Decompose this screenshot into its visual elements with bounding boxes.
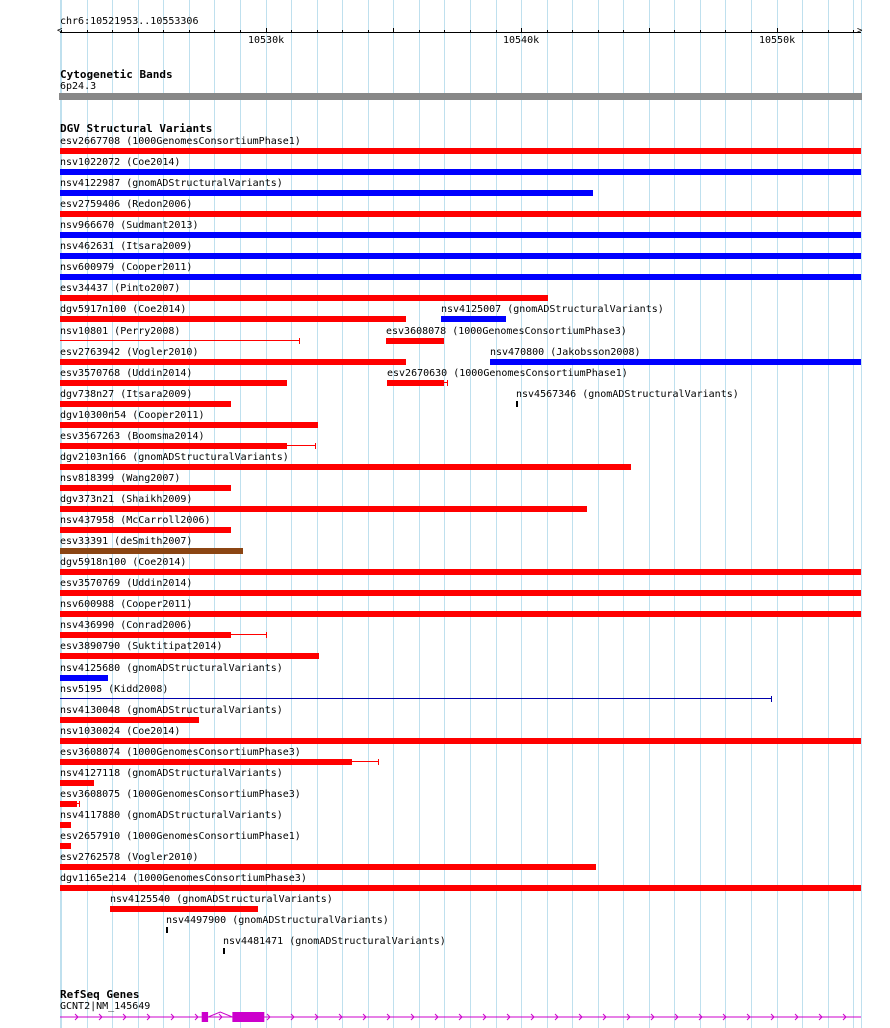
feature-label[interactable]: esv3570769 (Uddin2014)	[60, 578, 193, 589]
feature-label[interactable]: nsv818399 (Wang2007)	[60, 473, 181, 484]
feature-label[interactable]: nsv4122987 (gnomADStructuralVariants)	[60, 178, 283, 189]
feature-label[interactable]: esv2657910 (1000GenomesConsortiumPhase1)	[60, 831, 301, 842]
feature-label[interactable]: nsv10801 (Perry2008)	[60, 326, 181, 337]
gene-exon[interactable]	[232, 1012, 264, 1022]
feature-label[interactable]: nsv4125540 (gnomADStructuralVariants)	[110, 894, 333, 905]
feature-label[interactable]: esv2759406 (Redon2006)	[60, 199, 193, 210]
feature-label[interactable]: nsv600988 (Cooper2011)	[60, 599, 193, 610]
feature-label[interactable]: esv3608074 (1000GenomesConsortiumPhase3)	[60, 747, 301, 758]
feature-label[interactable]: nsv437958 (McCarroll2006)	[60, 515, 211, 526]
feature-label[interactable]: nsv5195 (Kidd2008)	[60, 684, 169, 695]
feature-label[interactable]: esv3608075 (1000GenomesConsortiumPhase3)	[60, 789, 301, 800]
ruler-tick-label: 10540k	[503, 35, 540, 46]
feature-label[interactable]: nsv4125007 (gnomADStructuralVariants)	[441, 304, 664, 315]
location-label[interactable]: chr6:10521953..10553306	[60, 16, 199, 27]
feature-label[interactable]: esv2762578 (Vogler2010)	[60, 852, 199, 863]
feature-label[interactable]: esv2763942 (Vogler2010)	[60, 347, 199, 358]
feature-label[interactable]: nsv4567346 (gnomADStructuralVariants)	[516, 389, 739, 400]
ruler-tick-label: 10530k	[248, 35, 285, 46]
feature-label[interactable]: dgv5918n100 (Coe2014)	[60, 557, 187, 568]
feature-label[interactable]: dgv5917n100 (Coe2014)	[60, 304, 187, 315]
gene-label[interactable]: GCNT2|NM_145649	[60, 1001, 151, 1012]
feature-label[interactable]: esv3570768 (Uddin2014)	[60, 368, 193, 379]
feature-label[interactable]: esv34437 (Pinto2007)	[60, 283, 181, 294]
ruler-tick-label: 10550k	[759, 35, 796, 46]
feature-label[interactable]: nsv1022072 (Coe2014)	[60, 157, 181, 168]
feature-label[interactable]: nsv470800 (Jakobsson2008)	[490, 347, 641, 358]
feature-label[interactable]: nsv436990 (Conrad2006)	[60, 620, 193, 631]
feature-label[interactable]: nsv966670 (Sudmant2013)	[60, 220, 199, 231]
feature-label[interactable]: nsv1030024 (Coe2014)	[60, 726, 181, 737]
feature-label[interactable]: nsv4125680 (gnomADStructuralVariants)	[60, 663, 283, 674]
feature-label[interactable]: nsv4127118 (gnomADStructuralVariants)	[60, 768, 283, 779]
feature-label[interactable]: dgv10300n54 (Cooper2011)	[60, 410, 205, 421]
feature-label[interactable]: nsv4481471 (gnomADStructuralVariants)	[223, 936, 446, 947]
feature-label[interactable]: esv2670630 (1000GenomesConsortiumPhase1)	[387, 368, 628, 379]
gene-exon[interactable]	[202, 1012, 208, 1022]
feature-label[interactable]: nsv600979 (Cooper2011)	[60, 262, 193, 273]
feature-label[interactable]: dgv1165e214 (1000GenomesConsortiumPhase3)	[60, 873, 307, 884]
feature-label[interactable]: nsv4117880 (gnomADStructuralVariants)	[60, 810, 283, 821]
feature-label[interactable]: esv3890790 (Suktitipat2014)	[60, 641, 223, 652]
feature-label[interactable]: dgv2103n166 (gnomADStructuralVariants)	[60, 452, 289, 463]
cytoband-label: 6p24.3	[60, 81, 97, 92]
refseq-track-title: RefSeq Genes	[60, 988, 140, 1001]
cytoband-track-title: Cytogenetic Bands	[60, 68, 173, 81]
feature-label[interactable]: esv33391 (deSmith2007)	[60, 536, 193, 547]
ruler-arrow-icon: <	[57, 26, 63, 36]
feature-label[interactable]: esv2667708 (1000GenomesConsortiumPhase1)	[60, 136, 301, 147]
feature-label[interactable]: nsv4497900 (gnomADStructuralVariants)	[166, 915, 389, 926]
feature-label[interactable]: nsv462631 (Itsara2009)	[60, 241, 193, 252]
feature-label[interactable]: dgv738n27 (Itsara2009)	[60, 389, 193, 400]
feature-label[interactable]: dgv373n21 (Shaikh2009)	[60, 494, 193, 505]
dgv-track-title: DGV Structural Variants	[60, 122, 213, 135]
feature-label[interactable]: esv3567263 (Boomsma2014)	[60, 431, 205, 442]
ruler-arrow-icon: >	[857, 26, 863, 36]
feature-label[interactable]: nsv4130048 (gnomADStructuralVariants)	[60, 705, 283, 716]
feature-label[interactable]: esv3608078 (1000GenomesConsortiumPhase3)	[386, 326, 627, 337]
gene-intron-hat	[208, 1012, 232, 1017]
